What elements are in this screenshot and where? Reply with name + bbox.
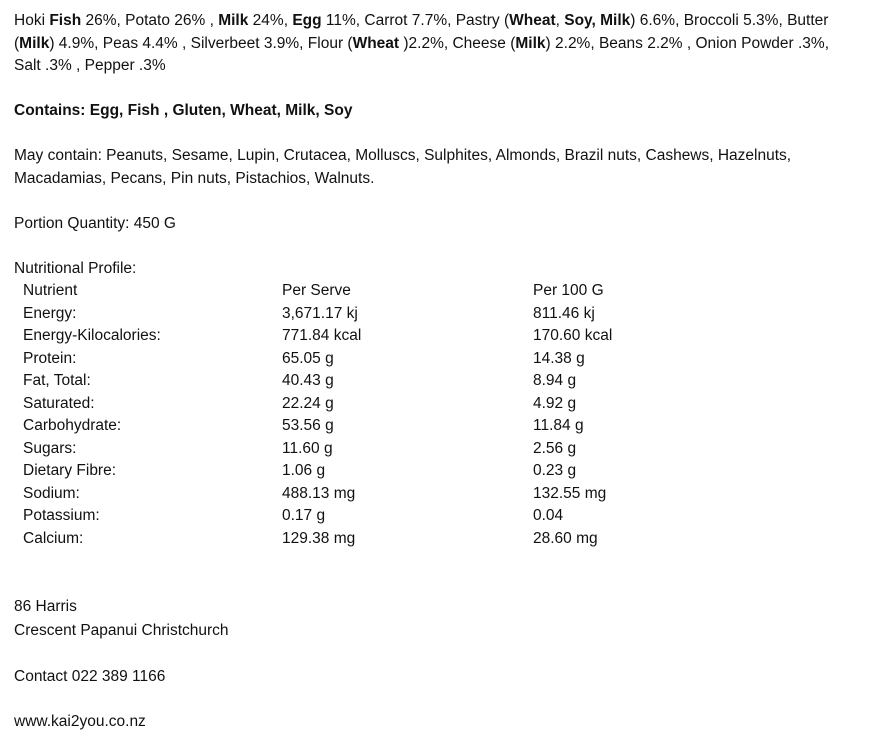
table-row: [14, 528, 833, 551]
per-100g-value: 0.23 g: [533, 462, 577, 479]
per-100g-value: 811.46 kj: [533, 304, 595, 322]
allergen-highlight: Milk: [515, 34, 546, 52]
label-document: [14, 10, 884, 733]
ingredients-line-2: [14, 33, 884, 56]
ingredients-line-3: [14, 55, 884, 78]
nutrient-name: Energy:: [23, 304, 77, 322]
contains-allergens: Contains: Egg, Fish , Gluten, Wheat, Milk, Soy: [14, 102, 353, 119]
may-contain-line-1: May contain: Peanuts, Sesame, Lupin, Crutacea, Molluscs, Sulphites, Almonds, Brazil nuts, Cashews, Hazelnuts,: [14, 147, 792, 164]
ingredient-text: Salt .3% , Pepper .3%: [14, 57, 166, 74]
nutrition-table: [14, 280, 833, 550]
per-serve-value: 3,671.17 kj: [282, 304, 358, 322]
per-serve-value: 771.84 kcal: [282, 327, 362, 344]
table-row: [14, 303, 833, 326]
per-serve-value: 22.24 g: [282, 394, 334, 412]
nutrient-name: Saturated:: [23, 394, 95, 412]
per-100g-value: 2.56 g: [533, 439, 577, 457]
header-per-serve: Per Serve: [282, 282, 351, 299]
per-100g-value: 170.60 kcal: [533, 327, 613, 344]
nutrient-name: Energy-Kilocalories:: [23, 327, 161, 344]
table-row: [14, 460, 833, 483]
per-100g-value: 4.92 g: [533, 394, 577, 412]
ingredients-line-1: [14, 10, 884, 33]
portion-quantity: Portion Quantity: 450 G: [14, 214, 176, 232]
table-row: [14, 325, 833, 348]
table-row: [14, 415, 833, 438]
per-serve-value: 40.43 g: [282, 372, 334, 389]
nutrient-name: Dietary Fibre:: [23, 462, 117, 479]
nutrition-heading: Nutritional Profile:: [14, 259, 137, 277]
website-link[interactable]: www.kai2you.co.nz: [14, 712, 146, 730]
per-serve-value: 53.56 g: [282, 417, 334, 434]
ingredient-text: ) 6.6%, Broccoli 5.3%, Butter: [630, 12, 829, 29]
allergen-highlight: Fish: [49, 12, 82, 29]
ingredient-text: ,: [555, 12, 565, 29]
per-100g-value: 14.38 g: [533, 349, 585, 367]
ingredient-text: 24%,: [248, 12, 293, 29]
ingredient-text: ) 2.2%, Beans 2.2% , Onion Powder .3%,: [545, 34, 830, 52]
per-100g-value: 11.84 g: [533, 417, 584, 434]
nutrient-name: Sugars:: [23, 439, 77, 457]
allergen-highlight: Milk: [19, 34, 50, 52]
nutrient-name: Calcium:: [23, 529, 84, 547]
table-row: [14, 505, 833, 528]
per-serve-value: 488.13 mg: [282, 484, 356, 502]
address-line-2: Crescent Papanui Christchurch: [14, 622, 229, 639]
allergen-highlight: Egg: [292, 12, 322, 29]
per-100g-value: 0.04: [533, 507, 564, 524]
ingredient-text: 11%, Carrot 7.7%, Pastry (: [321, 12, 510, 29]
per-100g-value: 132.55 mg: [533, 484, 607, 502]
allergen-highlight: Wheat: [509, 12, 556, 29]
nutrition-header-row: [14, 280, 833, 303]
table-row: [14, 438, 833, 461]
address-line-1: 86 Harris: [14, 598, 77, 615]
table-row: [14, 393, 833, 416]
may-contain-line-2: Macadamias, Pecans, Pin nuts, Pistachios, Walnuts.: [14, 169, 375, 187]
allergen-highlight: Soy, Milk: [564, 12, 631, 29]
nutrient-name: Fat, Total:: [23, 372, 91, 389]
per-100g-value: 8.94 g: [533, 372, 577, 389]
per-serve-value: 0.17 g: [282, 507, 326, 524]
ingredient-text: )2.2%, Cheese (: [399, 34, 516, 52]
table-row: [14, 483, 833, 506]
per-100g-value: 28.60 mg: [533, 529, 598, 547]
contact-phone: Contact 022 389 1166: [14, 667, 166, 685]
per-serve-value: 65.05 g: [282, 349, 334, 367]
ingredient-text: Hoki: [14, 12, 50, 29]
nutrient-name: Potassium:: [23, 507, 100, 524]
per-serve-value: 129.38 mg: [282, 529, 356, 547]
per-serve-value: 11.60 g: [282, 439, 333, 457]
allergen-highlight: Wheat: [352, 34, 400, 52]
ingredient-text: (: [14, 34, 20, 52]
ingredient-text: ) 4.9%, Peas 4.4% , Silverbeet 3.9%, Flour (: [49, 34, 353, 52]
nutrient-name: Protein:: [23, 349, 77, 367]
header-per-100g: Per 100 G: [533, 282, 604, 299]
header-nutrient: Nutrient: [23, 282, 78, 299]
table-row: [14, 370, 833, 393]
ingredient-text: 26%, Potato 26% ,: [81, 12, 219, 29]
per-serve-value: 1.06 g: [282, 462, 326, 479]
nutrient-name: Sodium:: [23, 484, 80, 502]
nutrient-name: Carbohydrate:: [23, 417, 122, 434]
allergen-highlight: Milk: [218, 12, 249, 29]
table-row: [14, 348, 833, 371]
